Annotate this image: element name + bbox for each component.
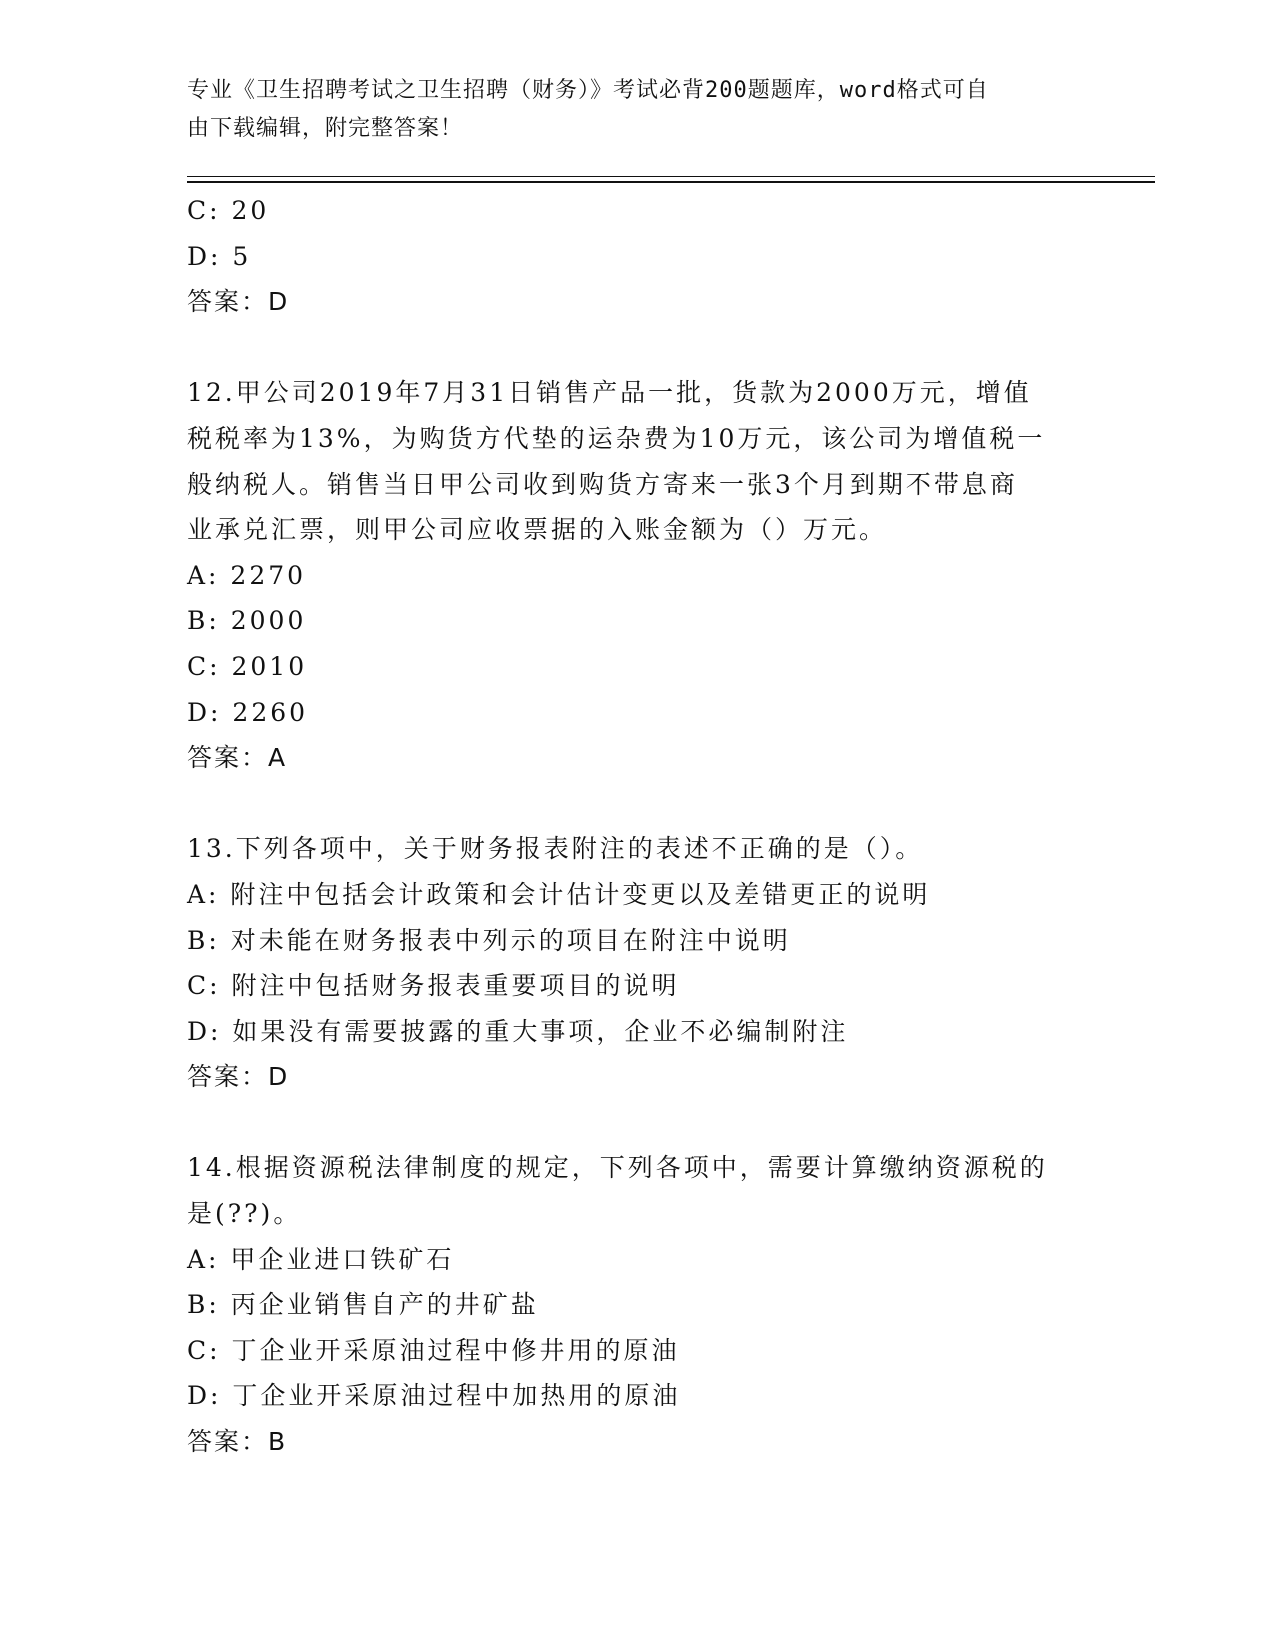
option-d: D: 5: [187, 241, 252, 271]
question-text-line: 业承兑汇票，则甲公司应收票据的入账金额为（）万元。: [187, 515, 888, 545]
option-a: A: 甲企业进口铁矿石: [187, 1244, 455, 1274]
question-13: [187, 826, 1087, 1100]
answer: 答案：D: [187, 287, 290, 317]
question-14: [187, 1145, 1087, 1464]
header-line-1: 专业《卫生招聘考试之卫生招聘（财务）》考试必背200题题库，word格式可自: [187, 78, 989, 103]
header-divider-thin: [187, 176, 1155, 177]
spacer: [187, 1100, 1087, 1146]
header-line-2: 由下载编辑，附完整答案！: [187, 116, 464, 141]
option-b: B: 对未能在财务报表中列示的项目在附注中说明: [187, 925, 791, 955]
answer: 答案：B: [187, 1427, 288, 1457]
question-text-line: 14.根据资源税法律制度的规定，下列各项中，需要计算缴纳资源税的: [187, 1153, 1048, 1183]
option-a: A: 2270: [187, 560, 307, 590]
document-body: [187, 188, 1087, 1465]
option-b: B: 2000: [187, 606, 307, 636]
previous-question-tail: [187, 188, 1087, 325]
option-c: C: 20: [187, 196, 270, 225]
option-d: D: 丁企业开采原油过程中加热用的原油: [187, 1381, 681, 1411]
option-c: C: 2010: [187, 651, 308, 681]
question-text-line: 税税率为13%，为购货方代垫的运杂费为10万元，该公司为增值税一: [187, 423, 1046, 453]
header-divider-thick: [187, 181, 1155, 183]
option-c: C: 丁企业开采原油过程中修井用的原油: [187, 1335, 680, 1365]
spacer: [187, 325, 1087, 371]
answer: 答案：D: [187, 1062, 290, 1092]
option-b: B: 丙企业销售自产的井矿盐: [187, 1290, 539, 1320]
question-12: [187, 370, 1087, 780]
question-text-line: 是(??)。: [187, 1199, 302, 1229]
spacer: [187, 781, 1087, 827]
question-text-line: 12.甲公司2019年7月31日销售产品一批，货款为2000万元，增值: [187, 378, 1032, 408]
option-d: D: 如果没有需要披露的重大事项，企业不必编制附注: [187, 1016, 849, 1046]
question-text-line: 13.下列各项中，关于财务报表附注的表述不正确的是（）。: [187, 834, 924, 864]
option-d: D: 2260: [187, 697, 309, 727]
option-a: A: 附注中包括会计政策和会计估计变更以及差错更正的说明: [187, 879, 931, 909]
page-header: [187, 72, 1067, 148]
answer: 答案：A: [187, 743, 288, 773]
question-text-line: 般纳税人。销售当日甲公司收到购货方寄来一张3个月到期不带息商: [187, 469, 1018, 499]
option-c: C: 附注中包括财务报表重要项目的说明: [187, 971, 680, 1001]
